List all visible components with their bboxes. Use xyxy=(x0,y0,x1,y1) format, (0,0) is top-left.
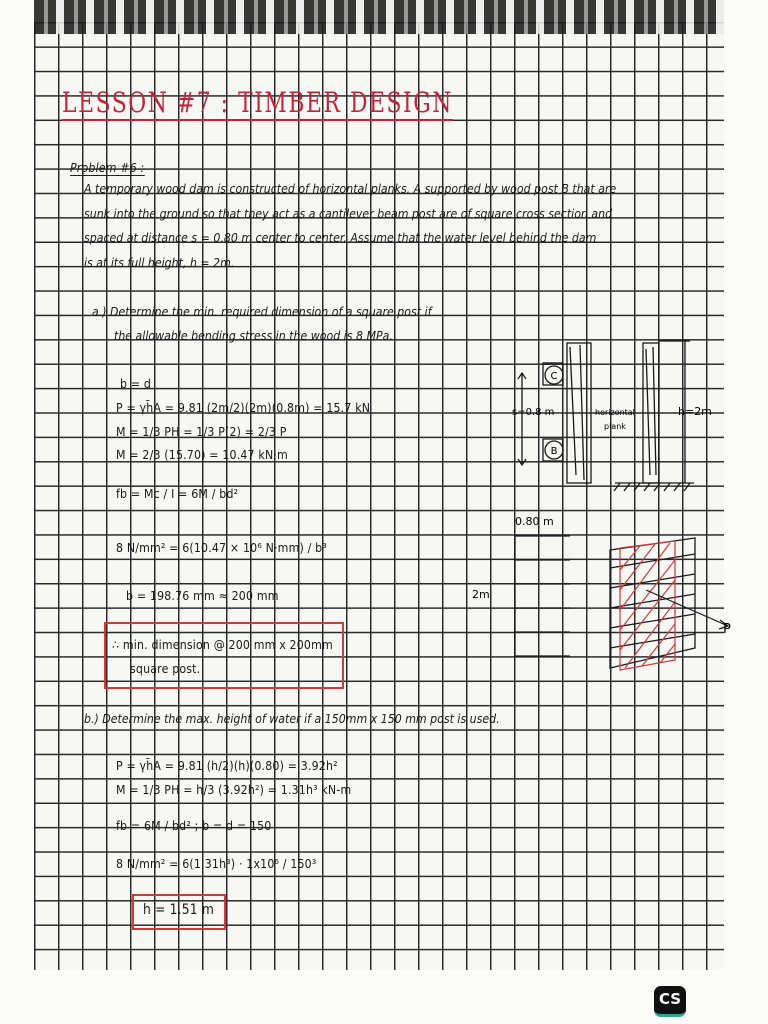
spacing-label: s=0.8 m xyxy=(512,407,555,418)
part-a-question: the allowable bending stress in the wood is 8 MPa. xyxy=(114,328,393,343)
work-line-a: 8 N/mm² = 6(10.47 × 10⁶ N·mm) / b³ xyxy=(116,540,327,555)
answer-a-line: ∴ min. dimension @ 200 mm x 200mm xyxy=(112,637,333,652)
width-label: 0.80 m xyxy=(515,515,554,528)
dam-section-diagram xyxy=(500,335,725,495)
work-line-a: M = 2/3 (15.70) = 10.47 kN·m xyxy=(116,447,288,462)
work-line-b: 8 N/mm² = 6(1.31h³) · 1x10⁶ / 150³ xyxy=(116,856,317,871)
work-line-a: b = 198.76 mm ≈ 200 mm xyxy=(126,588,279,603)
part-a-question: a.) Determine the min. required dimension of a square post if xyxy=(92,304,432,319)
spiral-binding xyxy=(34,0,724,34)
problem-line: A temporary wood dam is constructed of horizontal planks. A supported by wood post B that are xyxy=(84,181,617,196)
problem-line: sunk into the ground so that they act as a cantilever beam post are of square cross section and xyxy=(84,206,613,221)
plank-load-diagram xyxy=(470,510,735,685)
post-b-label: B xyxy=(550,446,558,457)
problem-line: is at its full height, h = 2m. xyxy=(84,255,235,270)
work-line-a: P = γh̄A = 9.81 (2m/2)(2m)(0.8m) = 15.7 kN xyxy=(116,400,371,415)
work-line-b: P = γh̄A = 9.81 (h/2)(h)(0.80) = 3.92h² xyxy=(116,758,338,773)
height-label-2: 2m xyxy=(472,588,490,601)
work-line-a: b = d xyxy=(120,376,152,391)
problem-heading: Problem #6 : xyxy=(70,160,145,175)
height-label: h=2m xyxy=(678,405,712,418)
answer-a-line: square post. xyxy=(130,661,201,676)
answer-b: h = 1.51 m xyxy=(143,902,215,918)
problem-line: spaced at distance s = 0.80 m center to center. Assume that the water level behind the dam xyxy=(84,230,597,245)
work-line-b: M = 1/3 PH = h/3 (3.92h²) = 1.31h³ kN-m xyxy=(116,782,352,797)
work-line-b: fb = 6M / bd² ; b = d = 150 xyxy=(116,818,272,833)
work-line-a: fb = Mc / I = 6M / bd² xyxy=(116,486,239,501)
camscanner-logo: CS xyxy=(654,986,686,1017)
post-c-label: C xyxy=(550,371,558,382)
work-line-a: M = 1/3 PH = 1/3 P(2) = 2/3 P xyxy=(116,424,287,439)
post-right xyxy=(643,343,659,483)
load-label: P xyxy=(723,622,731,637)
part-b-question: b.) Determine the max. height of water if a 150mm x 150 mm post is used. xyxy=(84,711,500,726)
plank-label-2: plank xyxy=(604,422,626,431)
plank-label-1: horizontal xyxy=(595,408,635,417)
lesson-title: LESSON #7 : TIMBER DESIGN xyxy=(62,86,453,119)
answer-box-a xyxy=(104,622,344,689)
